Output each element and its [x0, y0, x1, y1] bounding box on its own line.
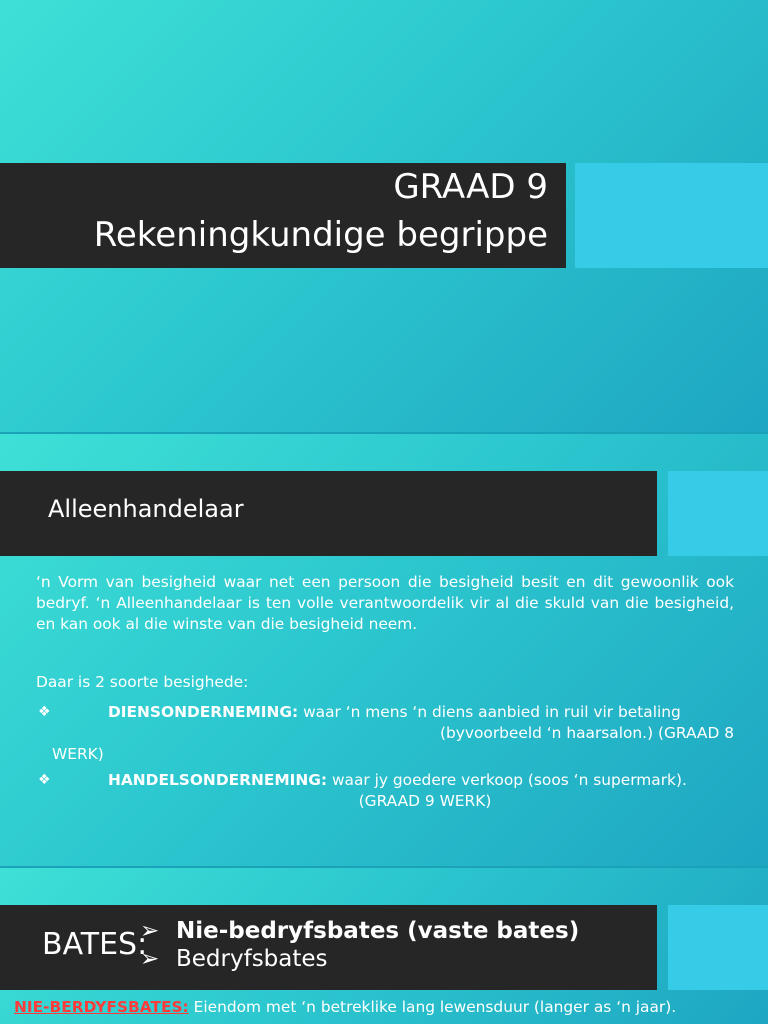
definition-line: [14, 997, 759, 1018]
accent-box: [668, 905, 768, 990]
intro-text: Daar is 2 soorte besighede:: [36, 673, 249, 691]
item-line: [108, 702, 734, 723]
list-item-label: Nie-bedryfsbates (vaste bates): [176, 918, 580, 944]
slide-heading: Alleenhandelaar: [48, 495, 244, 523]
list-item-label: Bedryfsbates: [176, 946, 328, 972]
item-text: waar jy goedere verkoop (soos ‘n supermark).: [327, 771, 687, 789]
heading-bar: [0, 471, 657, 556]
definition-text: Eiendom met ‘n betreklike lang lewensduur (langer as ‘n jaar).: [188, 998, 677, 1016]
diamond-bullet-icon: ❖: [38, 772, 51, 788]
item-keyword: HANDELSONDERNEMING:: [108, 771, 328, 789]
slide-heading: BATES:: [42, 927, 148, 962]
slide-title: [0, 0, 768, 432]
item-text: waar ‘n mens ‘n diens aanbied in ruil vir betaling: [298, 703, 681, 721]
definition-term: NIE-BERDYFSBATES:: [14, 998, 189, 1016]
item-text-continued: (byvoorbeeld ‘n haarsalon.) (GRAAD 8: [440, 724, 734, 742]
list-item: [140, 917, 579, 945]
accent-box: [668, 471, 768, 556]
definition-paragraph: ‘n Vorm van besigheid waar net een persoon die besigheid besit en dit gewoonlik ook bedryf. ‘n Alleenhandelaar is ten volle verantwoordelik vir al die skuld van die besigheid, en kan ook al die winste van die besigheid neem.: [36, 573, 734, 633]
item-line: [108, 770, 734, 791]
item-text-continued: (GRAAD 9 WERK): [358, 792, 492, 810]
slide-bates: [0, 868, 768, 1024]
title-bar: [0, 163, 566, 268]
slide-title-line1: GRAAD 9: [393, 167, 548, 207]
slide-alleenhandelaar: [0, 434, 768, 866]
arrow-bullet-icon: ➢: [140, 918, 160, 944]
slide-title-line2: Rekeningkundige begrippe: [93, 215, 548, 255]
diamond-bullet-icon: ❖: [38, 704, 51, 720]
list-item: [140, 945, 328, 973]
item-text-continued: WERK): [52, 745, 104, 763]
arrow-bullet-icon: ➢: [140, 946, 160, 972]
accent-box: [575, 163, 768, 268]
item-keyword: DIENSONDERNEMING:: [108, 703, 299, 721]
heading-bar: [0, 905, 657, 990]
